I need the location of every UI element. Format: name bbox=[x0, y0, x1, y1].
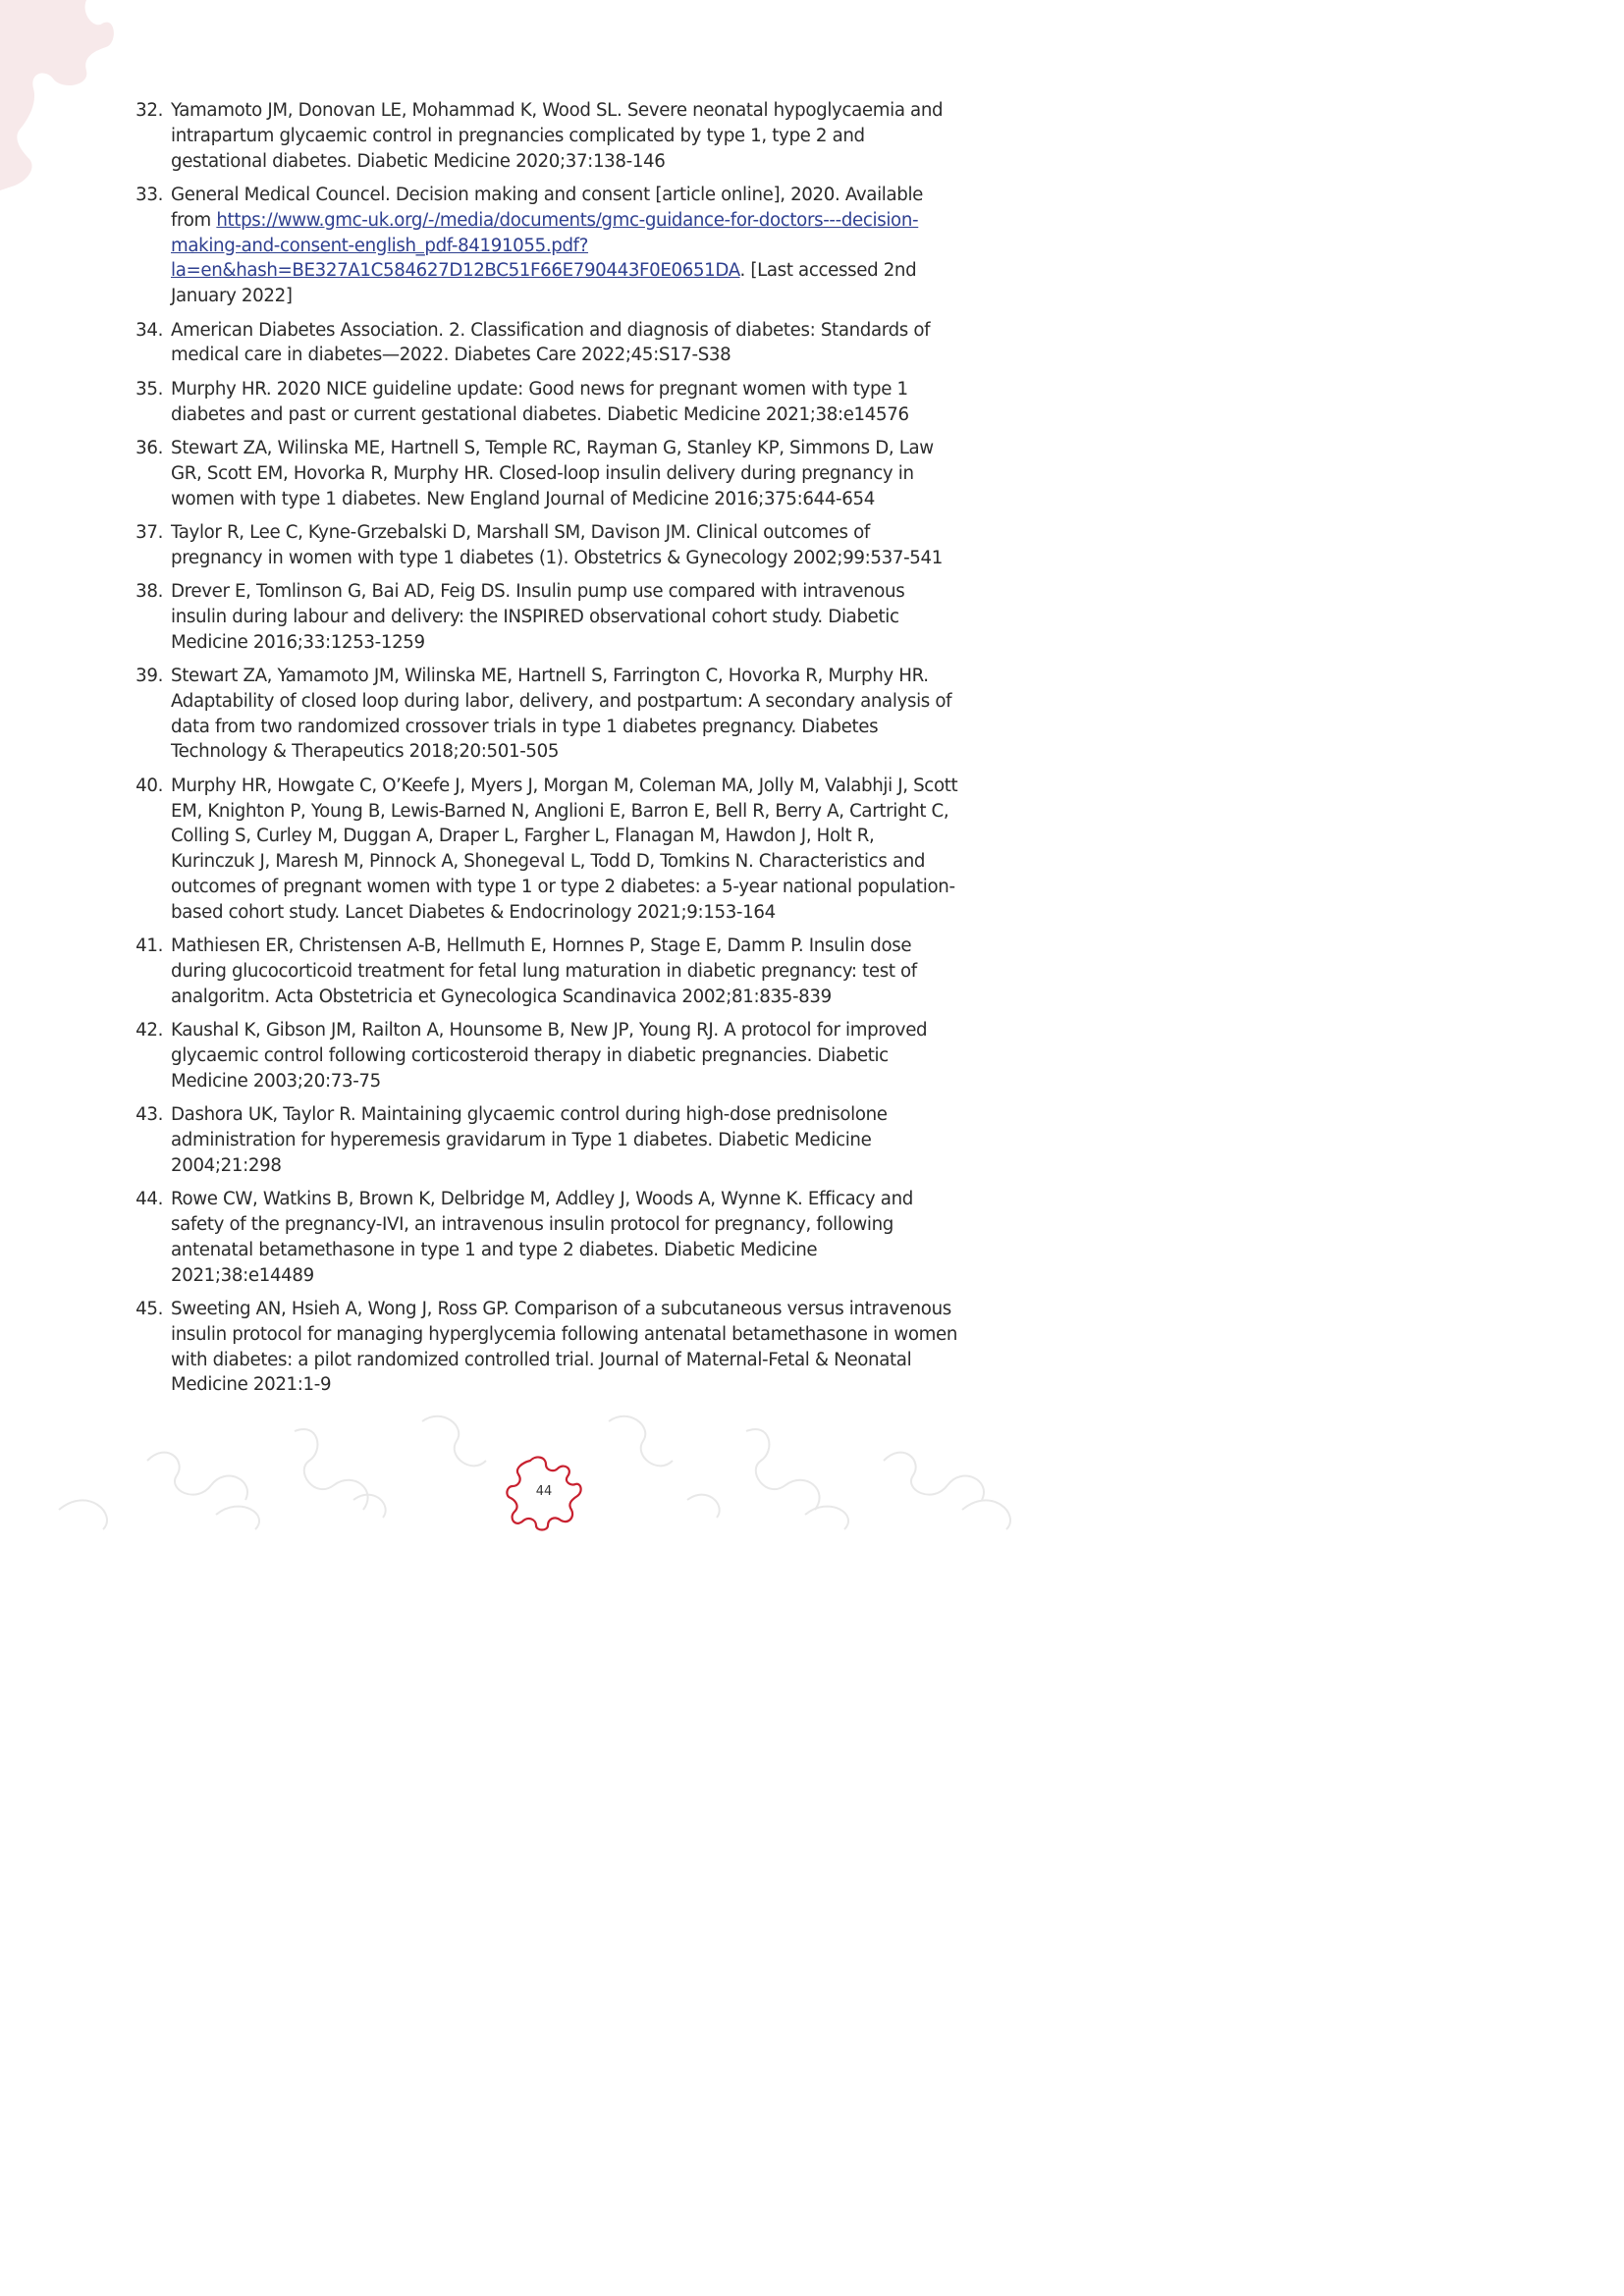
reference-number: 36. bbox=[135, 437, 163, 458]
reference-number: 45. bbox=[135, 1298, 163, 1319]
reference-text: Kaushal K, Gibson JM, Railton A, Hounsome B, New JP, Young RJ. A protocol for improved glycaemic control following corticosteroid therapy in diabetic pregnancies. Diabetic Medicine 2003;20:73-75 bbox=[171, 1020, 928, 1092]
reference-number: 43. bbox=[135, 1104, 163, 1126]
reference-text: Murphy HR. 2020 NICE guideline update: Good news for pregnant women with type 1 diabetes and past or current gestational diabetes. Diabetic Medicine 2021;38:e14576 bbox=[171, 378, 909, 425]
reference-item bbox=[0, 579, 1086, 655]
reference-text: Murphy HR, Howgate C, O’Keefe J, Myers J, Morgan M, Coleman MA, Jolly M, Valabhji J, Scott EM, Knighton P, Young B, Lewis-Barned N, Anglioni E, Barron E, Bell R, Berry A, Cartright C, Colling S, Curley M, Duggan A, Draper L, Fargher L, Flanagan M, Hawdon J, Holt R, Kurinczuk J, Maresh M, Pinnock A, Shonegeval L, Todd D, Tomkins N. Characteristics and outcomes of pregnant women with type 1 or type 2 diabetes: a 5-year national population-based cohort study. Lancet Diabetes & Endocrinology 2021;9:153-164 bbox=[171, 774, 958, 923]
reference-item bbox=[0, 520, 1086, 571]
reference-text: Taylor R, Lee C, Kyne-Grzebalski D, Marshall SM, Davison JM. Clinical outcomes of pregnancy in women with type 1 diabetes (1). Obstetrics & Gynecology 2002;99:537-541 bbox=[171, 521, 943, 568]
reference-number: 35. bbox=[135, 378, 163, 400]
reference-item bbox=[0, 1297, 1086, 1398]
reference-item bbox=[0, 774, 1086, 926]
reference-item bbox=[0, 183, 1086, 309]
reference-list bbox=[0, 98, 1086, 1407]
reference-number: 44. bbox=[135, 1189, 163, 1210]
reference-text: General Medical Councel. Decision making and consent [article online], 2020. Available from bbox=[171, 184, 924, 231]
reference-text: Stewart ZA, Wilinska ME, Hartnell S, Temple RC, Rayman G, Stanley KP, Simmons D, Law GR, Scott EM, Hovorka R, Murphy HR. Closed-loop insulin delivery during pregnancy in women with type 1 diabetes. New England Journal of Medicine 2016;375:644-654 bbox=[171, 437, 934, 509]
reference-text: American Diabetes Association. 2. Classification and diagnosis of diabetes: Standards of medical care in diabetes—2022. Diabetes Care 2022;45:S17-S38 bbox=[171, 319, 931, 366]
page-number: 44 bbox=[535, 1484, 553, 1499]
reference-number: 38. bbox=[135, 581, 163, 603]
reference-number: 40. bbox=[135, 774, 163, 796]
reference-number: 41. bbox=[135, 935, 163, 957]
reference-text: Dashora UK, Taylor R. Maintaining glycaemic control during high-dose prednisolone administration for hyperemesis gravidarum in Type 1 diabetes. Diabetic Medicine 2004;21:298 bbox=[171, 1104, 888, 1176]
reference-item bbox=[0, 1018, 1086, 1094]
reference-link[interactable]: https://www.gmc-uk.org/-/media/documents/gmc-guidance-for-doctors---decision-making-and-consent-english_pdf-84191055.pdf?la=en&hash=BE327A1C584627D12BC51F66E790443F0E0651DA bbox=[171, 209, 919, 282]
reference-number: 42. bbox=[135, 1020, 163, 1041]
reference-text: Yamamoto JM, Donovan LE, Mohammad K, Wood SL. Severe neonatal hypoglycaemia and intrapartum glycaemic control in pregnancies complicated by type 1, type 2 and gestational diabetes. Diabetic Medicine 2020;37:138-146 bbox=[171, 100, 944, 172]
reference-text: Stewart ZA, Yamamoto JM, Wilinska ME, Hartnell S, Farrington C, Hovorka R, Murphy HR. Adaptability of closed loop during labor, delivery, and postpartum: A secondary analysis of data from two randomized crossover trials in type 1 diabetes pregnancy. Diabetes Technology & Therapeutics 2018;20:501-505 bbox=[171, 666, 952, 763]
reference-item bbox=[0, 377, 1086, 428]
reference-item bbox=[0, 934, 1086, 1009]
reference-item bbox=[0, 318, 1086, 369]
reference-number: 33. bbox=[135, 184, 163, 205]
reference-number: 37. bbox=[135, 521, 163, 543]
reference-item bbox=[0, 436, 1086, 511]
reference-text: Drever E, Tomlinson G, Bai AD, Feig DS. Insulin pump use compared with intravenous insulin during labour and delivery: the INSPIRED observational cohort study. Diabetic Medicine 2016;33:1253-1259 bbox=[171, 581, 905, 653]
reference-item bbox=[0, 1187, 1086, 1288]
reference-item bbox=[0, 1102, 1086, 1178]
page-number-badge bbox=[503, 1451, 585, 1533]
reference-item bbox=[0, 664, 1086, 765]
reference-text: Rowe CW, Watkins B, Brown K, Delbridge M, Addley J, Woods A, Wynne K. Efficacy and safety of the pregnancy-IVI, an intravenous insulin protocol for pregnancy, following antenatal betamethasone in type 1 and type 2 diabetes. Diabetic Medicine 2021;38:e14489 bbox=[171, 1189, 913, 1286]
reference-text: Sweeting AN, Hsieh A, Wong J, Ross GP. Comparison of a subcutaneous versus intravenous insulin protocol for managing hyperglycemia following antenatal betamethasone in women with diabetes: a pilot randomized controlled trial. Journal of Maternal-Fetal & Neonatal Medicine 2021:1-9 bbox=[171, 1298, 958, 1396]
reference-number: 32. bbox=[135, 100, 163, 121]
reference-text: . [Last accessed 2nd January 2022] bbox=[171, 260, 917, 307]
reference-text: Mathiesen ER, Christensen A-B, Hellmuth E, Hornnes P, Stage E, Damm P. Insulin dose during glucocorticoid treatment for fetal lung maturation in diabetic pregnancy: test of analgoritm. Acta Obstetricia et Gynecologica Scandinavica 2002;81:835-839 bbox=[171, 935, 917, 1007]
reference-number: 39. bbox=[135, 666, 163, 687]
reference-item bbox=[0, 98, 1086, 174]
reference-number: 34. bbox=[135, 319, 163, 341]
